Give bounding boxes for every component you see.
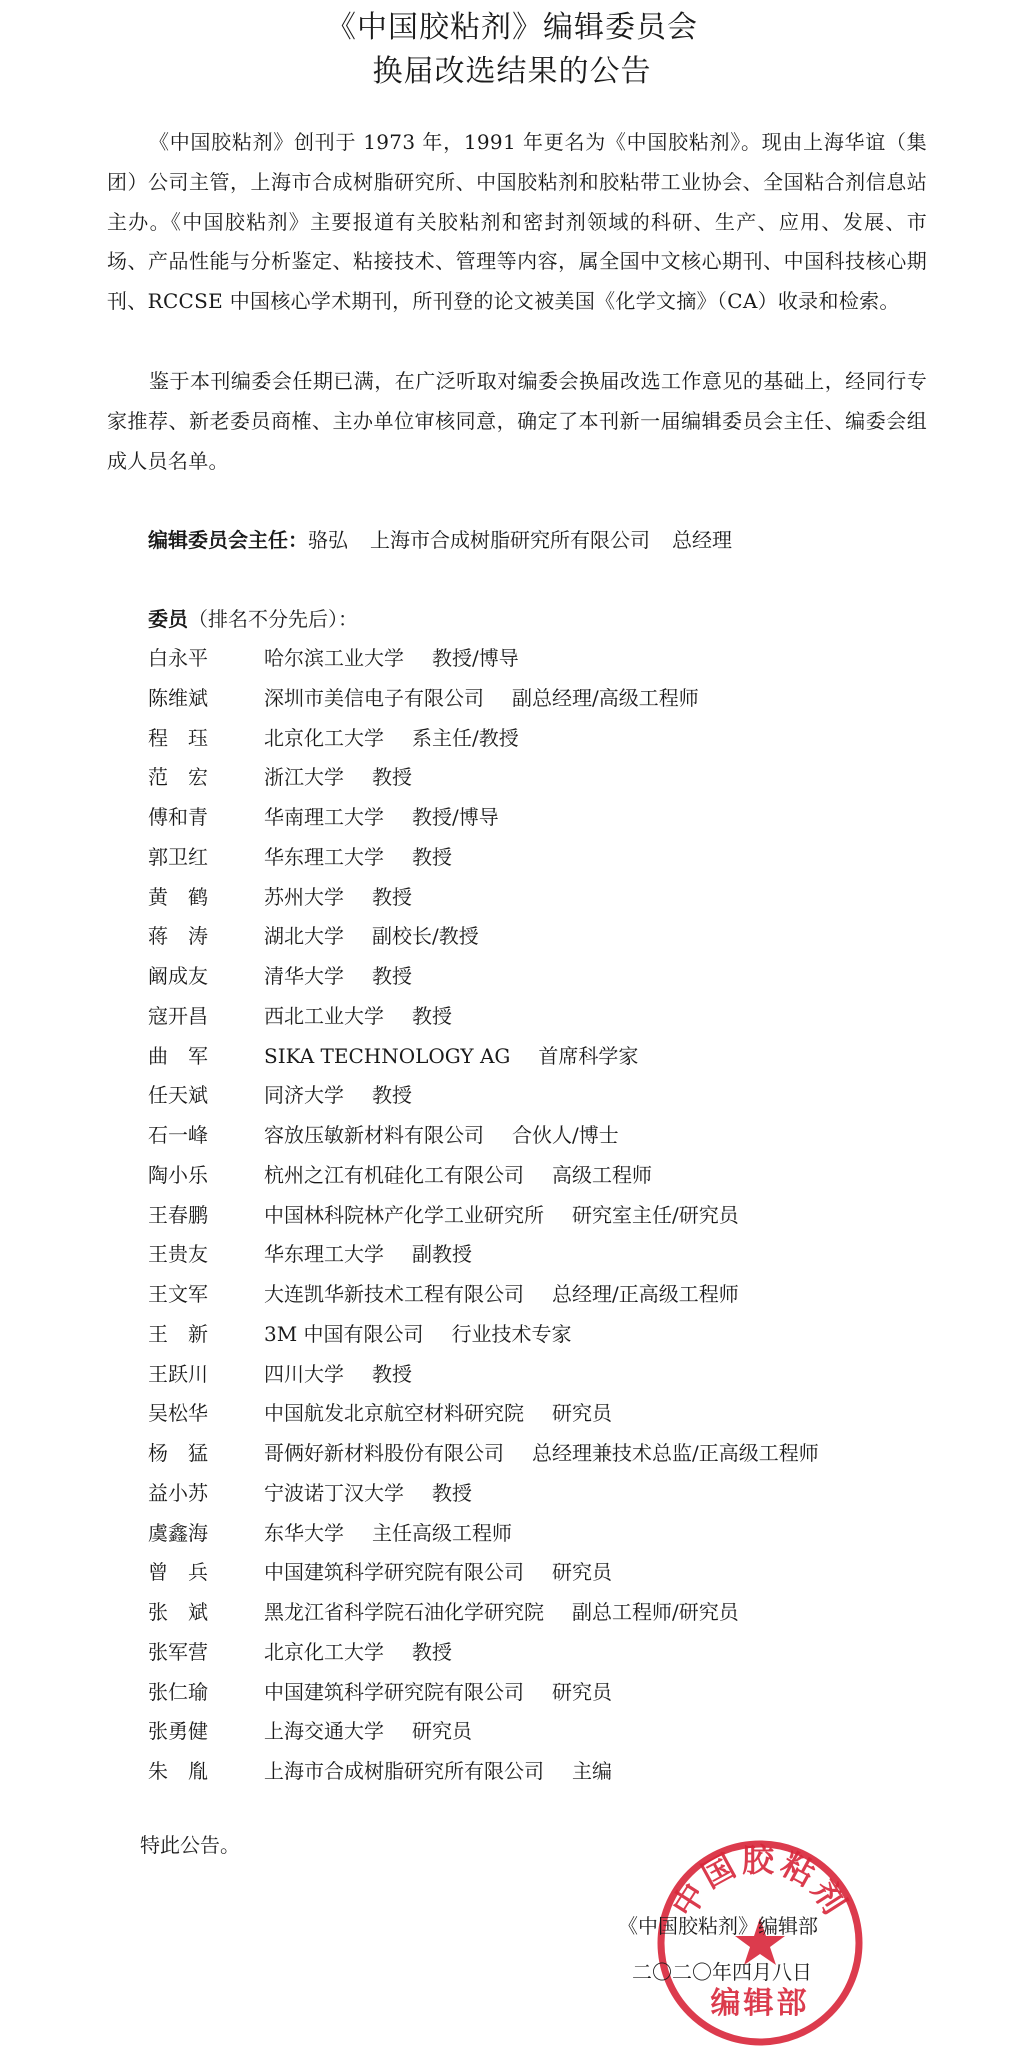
member-name: 杨 猛 [148,1441,208,1465]
member-title: 教授 [372,964,412,988]
member-name: 吴松华 [148,1401,208,1426]
member-list [148,639,819,1792]
member-org: 华东理工大学 [264,844,384,869]
member-name: 蒋 涛 [148,924,208,949]
member-row [148,1275,819,1315]
chair-position: 总经理 [672,528,732,552]
intro-paragraph-1: 《中国胶粘剂》创刊于 1973 年，1991 年更名为《中国胶粘剂》。现由上海华谊（集团）公司主管，上海市合成树脂研究所、中国胶粘剂和胶粘带工业协会、全国粘合剂信息站主办。《中国胶粘剂》主要报道有关胶粘剂和密封剂领域的科研、生产、应用、发展、市场、产品性能与分析鉴定、粘接技术、管理等内容，属全国中文核心期刊、中国科技核心期刊、RCCSE 中国核心学术期刊，所刊登的论文被美国《化学文摘》（CA）收录和检索。 [107,130,927,314]
member-title: 教授 [372,884,412,909]
title-line-2: 换届改选结果的公告 [372,54,652,89]
member-org: 中国林科院林产化学工业研究所 [264,1202,544,1227]
member-title: 研究员 [552,1560,612,1585]
member-org: 同济大学 [264,1083,344,1108]
member-title: 高级工程师 [552,1162,652,1187]
member-name: 王 新 [148,1321,208,1346]
member-name: 曲 军 [148,1043,208,1068]
member-org: 四川大学 [264,1361,344,1386]
member-row [148,1156,819,1196]
member-row [148,758,819,798]
member-name: 范 宏 [148,765,208,790]
member-row [148,1235,819,1275]
official-seal [655,1838,865,2048]
member-title: 研究员 [552,1679,612,1704]
member-org: 中国航发北京航空材料研究院 [264,1401,524,1426]
member-row [148,1434,819,1474]
members-note: （排名不分先后）： [188,607,358,631]
member-row [148,957,819,997]
member-row [148,1673,819,1713]
member-name: 益小苏 [148,1480,208,1505]
member-row [148,1712,819,1752]
member-org: 湖北大学 [264,924,344,949]
member-row [148,639,819,679]
member-org: 北京化工大学 [264,1639,384,1664]
member-row [148,1315,819,1355]
member-org: 上海交通大学 [264,1719,384,1744]
member-title: 研究室主任/研究员 [572,1202,739,1227]
member-name: 陈维斌 [148,685,208,710]
member-name: 王文军 [148,1282,208,1306]
chair-label: 编辑委员会主任： [148,528,308,552]
member-row [148,917,819,957]
member-org: 深圳市美信电子有限公司 [264,685,484,710]
closing-statement: 特此公告。 [140,1833,240,1857]
member-org: 中国建筑科学研究院有限公司 [264,1560,524,1585]
member-org: 杭州之江有机硅化工有限公司 [264,1162,524,1187]
member-name: 张军营 [148,1639,208,1664]
member-org: 苏州大学 [264,884,344,909]
seal-bottom-text: 编辑部 [710,1986,810,2021]
member-name: 白永平 [148,646,208,670]
member-row [148,679,819,719]
member-title: 合伙人/博士 [512,1123,619,1147]
member-row [148,1514,819,1554]
issue-date: 二〇二〇年四月八日 [632,1960,812,1984]
member-title: 副教授 [412,1242,472,1267]
member-title: 教授/博导 [432,646,519,670]
member-org: 大连凯华新技术工程有限公司 [264,1282,524,1306]
member-name: 张仁瑜 [148,1679,208,1704]
member-org: 哥俩好新材料股份有限公司 [264,1441,504,1465]
member-org: 宁波诺丁汉大学 [264,1480,404,1505]
member-title: 教授 [372,765,412,790]
title-line-1: 《中国胶粘剂》编辑委员会 [326,10,698,45]
member-org: SIKA TECHNOLOGY AG [264,1043,511,1068]
member-name: 寇开昌 [148,1003,208,1028]
member-title: 教授/博导 [412,805,499,829]
member-title: 教授 [412,844,452,869]
member-title: 主编 [572,1759,612,1783]
member-org: 东华大学 [264,1520,344,1545]
member-org: 浙江大学 [264,765,344,790]
member-row [148,1474,819,1514]
member-org: 黑龙江省科学院石油化学研究院 [264,1600,544,1624]
member-row [148,1633,819,1673]
member-name: 程 珏 [148,725,208,750]
member-name: 任天斌 [148,1083,208,1108]
member-title: 副总工程师/研究员 [572,1600,739,1624]
member-row [148,997,819,1037]
member-title: 副校长/教授 [372,924,479,949]
member-name: 王跃川 [148,1361,208,1386]
member-org: 3M 中国有限公司 [264,1321,424,1346]
member-org: 清华大学 [264,964,344,988]
member-name: 石一峰 [148,1123,208,1147]
member-row [148,838,819,878]
member-name: 阚成友 [148,964,208,988]
member-title: 总经理兼技术总监/正高级工程师 [532,1441,819,1465]
member-title: 主任高级工程师 [372,1520,512,1545]
member-title: 教授 [432,1480,472,1505]
member-name: 张 斌 [148,1600,208,1624]
chair-name: 骆弘 [308,528,348,552]
member-row [148,1593,819,1633]
member-title: 系主任/教授 [412,725,519,750]
member-row [148,798,819,838]
issuer-signature: 《中国胶粘剂》编辑部 [618,1914,818,1938]
member-org: 哈尔滨工业大学 [264,646,404,670]
member-name: 张勇健 [148,1719,208,1744]
member-name: 王春鹏 [148,1202,208,1227]
member-row [148,1196,819,1236]
member-name: 郭卫红 [148,844,208,869]
member-row [148,1076,819,1116]
member-row [148,1553,819,1593]
member-row [148,1394,819,1434]
member-org: 中国建筑科学研究院有限公司 [264,1679,524,1704]
member-name: 曾 兵 [148,1560,208,1585]
member-row [148,1037,819,1077]
chair-organization: 上海市合成树脂研究所有限公司 [370,528,650,552]
member-org: 上海市合成树脂研究所有限公司 [264,1759,544,1783]
seal-top-text: 中国胶粘剂 [664,1841,856,1924]
chair-line [148,525,732,555]
member-name: 黄 鹤 [148,884,208,909]
member-title: 教授 [412,1639,452,1664]
member-name: 王贵友 [148,1242,208,1267]
member-org: 容放压敏新材料有限公司 [264,1123,484,1147]
member-name: 陶小乐 [148,1162,208,1187]
member-row [148,878,819,918]
member-title: 教授 [372,1361,412,1386]
member-title: 教授 [412,1003,452,1028]
member-title: 研究员 [412,1719,472,1744]
member-row [148,1752,819,1792]
member-name: 朱 胤 [148,1759,208,1783]
member-title: 总经理/正高级工程师 [552,1282,739,1306]
members-heading [148,604,358,634]
member-title: 研究员 [552,1401,612,1426]
member-org: 华南理工大学 [264,805,384,829]
member-org: 西北工业大学 [264,1003,384,1028]
member-name: 傅和青 [148,805,208,829]
member-title: 行业技术专家 [451,1321,572,1346]
members-label: 委员 [148,607,188,631]
member-row [148,1116,819,1156]
intro-paragraph-2: 鉴于本刊编委会任期已满，在广泛听取对编委会换届改选工作意见的基础上，经同行专家推荐、新老委员商榷、主办单位审核同意，确定了本刊新一届编辑委员会主任、编委会组成人员名单。 [107,369,927,473]
member-title: 首席科学家 [538,1043,639,1068]
member-name: 虞鑫海 [148,1520,208,1545]
member-row [148,1355,819,1395]
member-row [148,719,819,759]
member-title: 副总经理/高级工程师 [512,685,699,710]
member-org: 北京化工大学 [264,725,384,750]
member-org: 华东理工大学 [264,1242,384,1267]
member-title: 教授 [372,1083,412,1108]
